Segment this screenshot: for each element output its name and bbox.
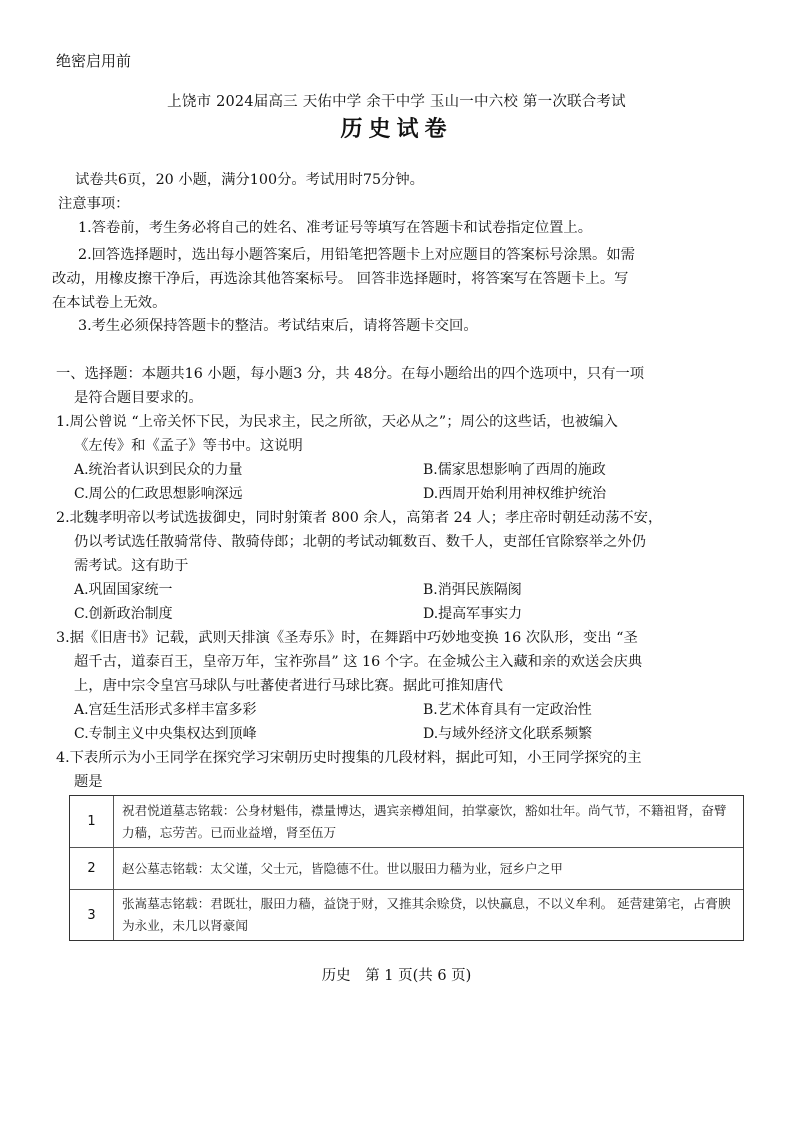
table-row-text: 张嵩墓志铭载：君既壮，服田力穑，益饶于财，又推其余赊贷，以快赢息，不以义牟利。 延营建第宅，占膏腴为永业，未几以肾豪闻 [122,896,731,933]
notice-item-2-line-3: 在本试卷上无效。 [52,295,167,311]
question-3-line-1: 3.据《旧唐书》记载，武则天排演《圣寿乐》时，在舞蹈中巧妙地变换 16 次队形，变出 “圣 [56,630,638,646]
table-row-number: 1 [70,796,114,847]
question-3-option-b: B.艺术体育具有一定政治性 [423,702,592,718]
confidential-label: 绝密启用前 [56,52,132,70]
notice-item-3: 3.考生必须保持答题卡的整洁。考试结束后，请将答题卡交回。 [78,318,478,334]
question-3-option-c: C.专制主义中央集权达到顶峰 [74,726,257,742]
table-row [70,890,743,940]
question-4-line-1: 4.下表所示为小王同学在探究学习宋朝历史时搜集的几段材料，据此可知，小王同学探究的主 [56,750,642,766]
section-heading-line-2: 是符合题目要求的。 [74,390,203,406]
question-2-option-d: D.提高军事实力 [423,606,523,622]
question-1-option-d: D.西周开始利用神权维护统治 [423,486,607,502]
document-title: 历史试卷 [340,116,453,142]
question-1-option-a: A.统治者认识到民众的力量 [74,462,243,478]
page-footer: 历史 第 1 页(共 6 页) [321,968,472,984]
exam-header: 上饶市 2024届高三 天佑中学 余干中学 玉山一中六校 第一次联合考试 [167,94,626,110]
question-2-option-c: C.创新政治制度 [74,606,173,622]
question-4-line-2: 题是 [74,774,103,790]
question-1-line-2: 《左传》和《孟子》等书中。这说明 [74,438,303,454]
table-row-number: 3 [70,890,114,940]
question-2-line-1: 2.北魏孝明帝以考试选拔御史，同时射策者 800 余人，高第者 24 人；孝庄帝时朝廷动荡不安， [56,510,663,526]
table-row-text: 祝君悦道墓志铭载：公身材魁伟，襟量博达，遇宾亲樽俎间，拍掌豪饮，豁如壮年。尚气节，不籍祖肾，奋臂力穑，忘劳苦。已而业益增，肾至伍万 [122,802,727,840]
table-row [70,848,743,890]
question-1-line-1: 1.周公曾说 “上帝关怀下民，为民求主，民之所欲，天必从之”；周公的这些话，也被编入 [56,414,618,430]
table-row [70,796,743,848]
question-2-line-3: 需考试。这有助于 [74,558,189,574]
question-3-line-3: 上，唐中宗令皇宫马球队与吐蕃使者进行马球比赛。据此可推知唐代 [74,678,503,694]
table-row-text: 赵公墓志铭载：太父谨，父士元，皆隐德不仕。世以服田力穑为业，冠乡户之甲 [122,860,563,876]
question-1-option-c: C.周公的仁政思想影响深远 [74,486,243,502]
question-2-line-2: 仍以考试选任散骑常侍、散骑侍郎；北朝的考试动辄数百、数千人，吏部任官除察举之外仍 [74,534,646,550]
section-heading-line-1: 一、选择题：本题共16 小题，每小题3 分，共 48分。在每小题给出的四个选项中，只有一项 [56,366,645,382]
notice-item-2-line-2: 改动，用橡皮擦干净后，再选涂其他答案标号。 回答非选择题时，将答案写在答题卡上。写 [52,271,629,287]
table-row-number: 2 [70,848,114,889]
question-3-line-2: 超千古，道泰百王，皇帝万年，宝祚弥昌” 这 16 个字。在金城公主入藏和亲的欢送会庆典 [74,654,643,670]
notice-item-1: 1.答卷前，考生务必将自己的姓名、准考证号等填写在答题卡和试卷指定位置上。 [78,220,593,236]
question-1-option-b: B.儒家思想影响了西周的施政 [423,462,606,478]
question-2-option-a: A.巩固国家统一 [74,582,173,598]
notice-heading: 注意事项： [58,196,130,212]
instructions-intro: 试卷共6页，20 小题，满分100分。考试用时75分钟。 [75,172,424,188]
question-2-option-b: B.消弭民族隔阂 [423,582,522,598]
notice-item-2-line-1: 2.回答选择题时，选出每小题答案后，用铅笔把答题卡上对应题目的答案标号涂黑。如需 [78,247,635,263]
question-3-option-a: A.宫廷生活形式多样丰富多彩 [74,702,257,718]
question-3-option-d: D.与域外经济文化联系频繁 [423,726,593,742]
materials-table [69,795,744,941]
